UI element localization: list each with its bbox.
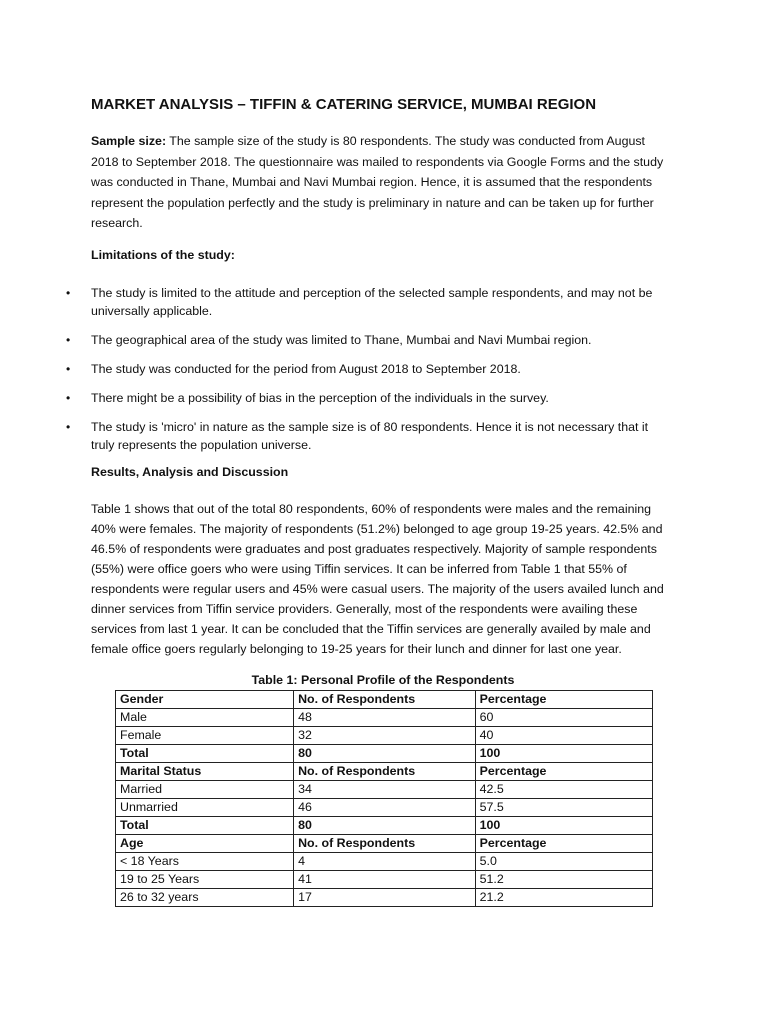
bullet-icon: • [66, 390, 71, 405]
bullet-icon: • [66, 419, 71, 434]
table-row: 19 to 25 Years 41 51.2 [116, 870, 653, 888]
bullet-icon: • [66, 285, 71, 300]
list-item: • The study is limited to the attitude and perception of the selected sample respondents, and may not be universally applicable. [66, 285, 653, 318]
document-page [66, 96, 671, 907]
limitations-heading: Limitations of the study: [91, 247, 235, 262]
table-total-row: Total 80 100 [116, 744, 653, 762]
sample-size-text: The sample size of the study is 80 respondents. The study was conducted from August 2018 to September 2018. The questionnaire was mailed to respondents via Google Forms and the study was conducted in Thane, Mumbai and Navi Mumbai region. Hence, it is assumed that the respondents represent the population perfectly and the study is preliminary in nature and can be taken up for further research. [91, 134, 664, 230]
list-item: • There might be a possibility of bias in the perception of the individuals in the survey. [66, 390, 549, 405]
table-row: Unmarried 46 57.5 [116, 798, 653, 816]
table-header-row: Marital Status No. of Respondents Percentage [116, 762, 653, 780]
results-heading: Results, Analysis and Discussion [91, 464, 289, 479]
list-item: • The geographical area of the study was limited to Thane, Mumbai and Navi Mumbai region. [66, 332, 592, 347]
limitations-list [66, 284, 671, 454]
table-caption: Table 1: Personal Profile of the Respondents [251, 672, 515, 687]
table-row: Male 48 60 [116, 708, 653, 726]
table-row: < 18 Years 4 5.0 [116, 852, 653, 870]
table-total-row: Total 80 100 [116, 816, 653, 834]
bullet-icon: • [66, 332, 71, 347]
bullet-icon: • [66, 361, 71, 376]
results-paragraph: Table 1 shows that out of the total 80 respondents, 60% of respondents were males and the remaining 40% were females. The majority of respondents (51.2%) belonged to age group 19-25 years. 42.5% and 46.5% of respondents were graduates and post graduates respectively. Majority of sample respondents (55%) were office goers who were using Tiffin services. It can be inferred from Table 1 that 55% of respondents were regular users and 45% were casual users. The majority of the users availed lunch and dinner services from Tiffin service providers. Generally, most of the respondents were availing these services from last 1 year. It can be concluded that the Tiffin services are generally availed by male and female office goers regularly belonging to 19-25 years for their lunch and dinner for last one year. [91, 501, 664, 656]
document-title: MARKET ANALYSIS – TIFFIN & CATERING SERVICE, MUMBAI REGION [91, 96, 597, 113]
sample-size-paragraph [91, 131, 671, 234]
table-header-row: Age No. of Respondents Percentage [116, 834, 653, 852]
table-row: Female 32 40 [116, 726, 653, 744]
table-row: 26 to 32 years 17 21.2 [116, 888, 653, 906]
table-row: Married 34 42.5 [116, 780, 653, 798]
respondent-profile-table [115, 690, 653, 907]
sample-size-label: Sample size: [91, 134, 167, 148]
list-item: • The study is 'micro' in nature as the sample size is of 80 respondents. Hence it is not necessary that it truly represents the population universe. [66, 419, 649, 452]
table-header-row: Gender No. of Respondents Percentage [116, 690, 653, 708]
list-item: • The study was conducted for the period from August 2018 to September 2018. [66, 361, 521, 376]
